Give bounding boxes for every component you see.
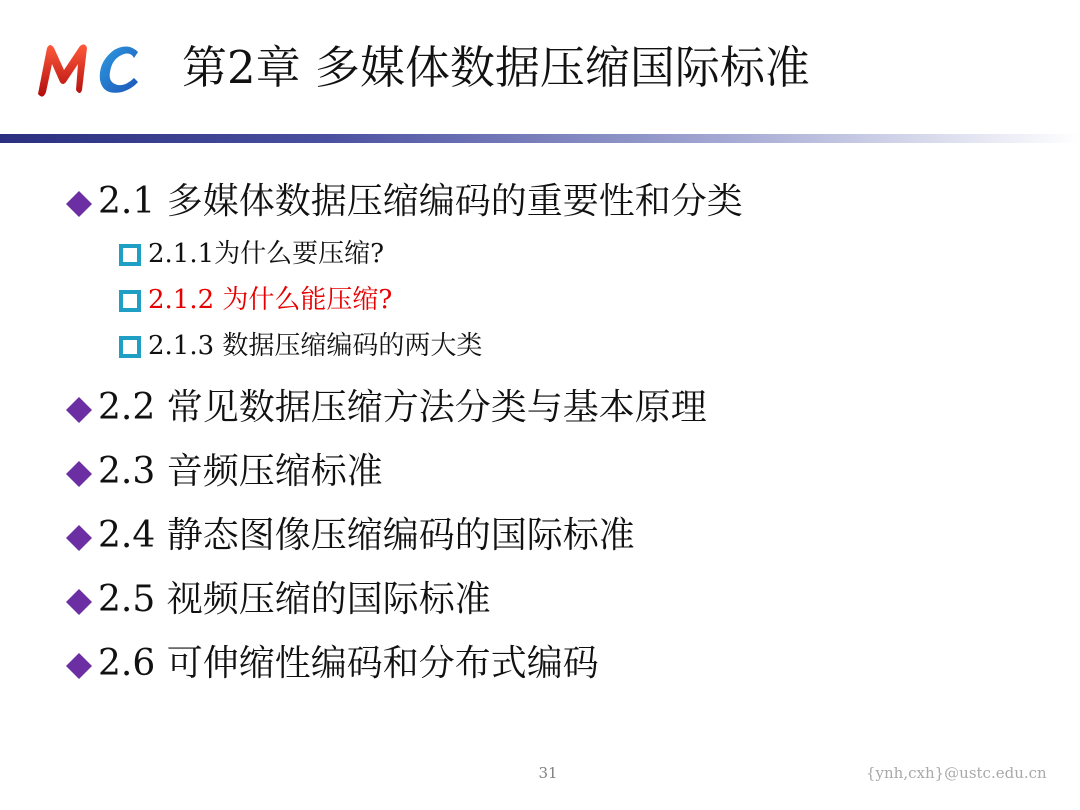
diamond-bullet-icon (64, 523, 94, 553)
diamond-bullet-icon (64, 651, 94, 681)
subsection-item (118, 236, 384, 272)
diamond-bullet-icon (64, 459, 94, 489)
section-label: 2.1 多媒体数据压缩编码的重要性和分类 (98, 181, 743, 222)
subsection-label: 2.1.1为什么要压缩? (148, 239, 385, 269)
section-label: 2.3 音频压缩标准 (98, 451, 383, 492)
diamond-bullet-icon (64, 587, 94, 617)
square-bullet-icon (118, 243, 142, 267)
section-label: 2.6 可伸缩性编码和分布式编码 (98, 643, 599, 684)
logo-text: MC (95, 108, 97, 109)
subsection-item (118, 282, 392, 318)
square-bullet-icon (118, 289, 142, 313)
subsection-label: 2.1.2 为什么能压缩? (148, 285, 393, 315)
slide-title: 第2章 多媒体数据压缩国际标准 (182, 41, 810, 94)
section-item (64, 384, 707, 432)
diamond-bullet-icon (64, 189, 94, 219)
section-item (64, 178, 743, 226)
square-bullet-icon (118, 335, 142, 359)
section-label: 2.4 静态图像压缩编码的国际标准 (98, 515, 635, 556)
page-number: 31 (538, 764, 558, 782)
section-label: 2.5 视频压缩的国际标准 (98, 579, 491, 620)
subsection-item (118, 328, 482, 364)
section-item (64, 640, 599, 688)
diamond-bullet-icon (64, 395, 94, 425)
section-label: 2.2 常见数据压缩方法分类与基本原理 (98, 387, 707, 428)
section-item (64, 512, 635, 560)
section-item (64, 576, 491, 624)
subsection-label: 2.1.3 数据压缩编码的两大类 (148, 331, 483, 361)
author-email: {ynh,cxh}@ustc.edu.cn (866, 764, 1047, 782)
section-item (64, 448, 383, 496)
